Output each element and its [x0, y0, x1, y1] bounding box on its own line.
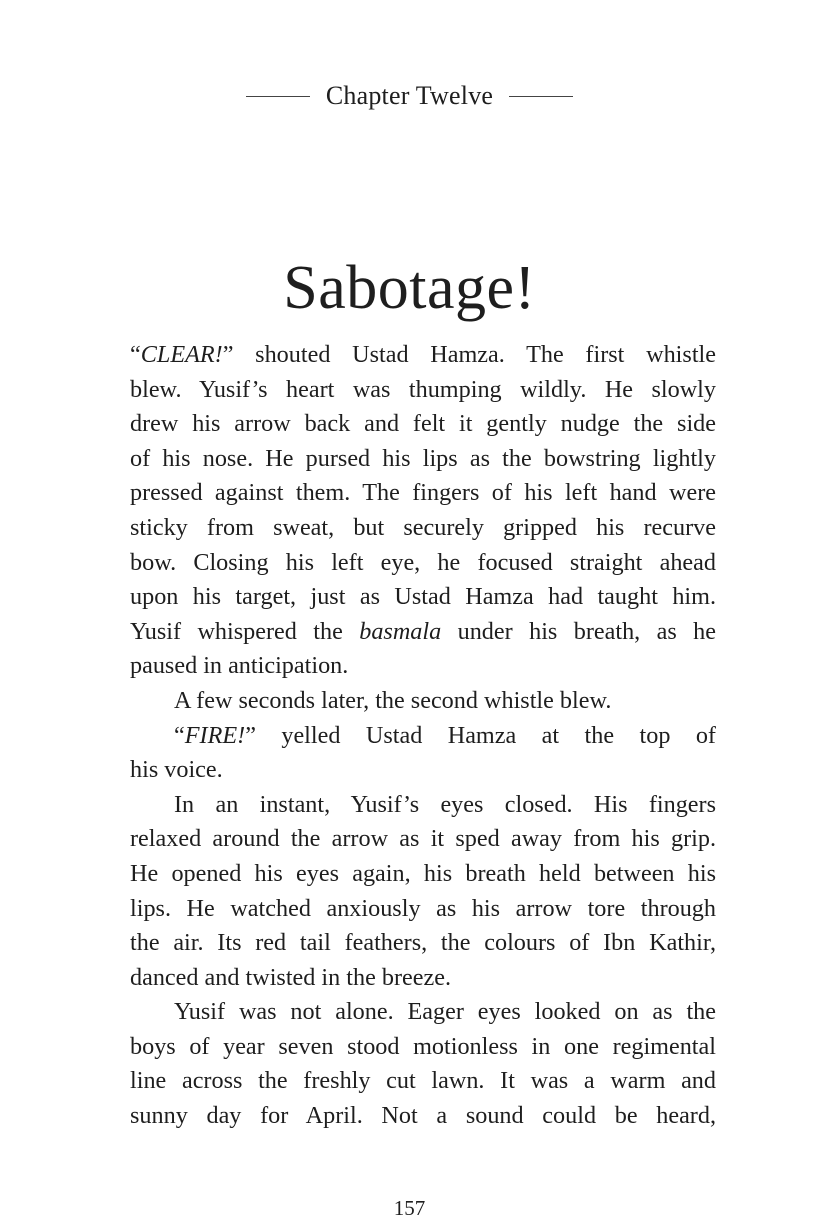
- chapter-label: Chapter Twelve: [325, 81, 494, 110]
- text-line: [130, 857, 716, 892]
- text-line: [130, 546, 716, 581]
- text-segment: ” yelled Ustad Hamza at the top of: [245, 721, 716, 749]
- chapter-header: [0, 78, 819, 114]
- text-segment: “: [130, 341, 141, 368]
- chapter-title: Sabotage!: [283, 253, 536, 322]
- text-segment: drew his arrow back and felt it gently nudge the side: [130, 410, 716, 438]
- text-line: [130, 788, 716, 823]
- text-segment: relaxed around the arrow as it sped away from his grip.: [130, 825, 716, 853]
- text-line: [130, 995, 716, 1030]
- text-segment: A few seconds later, the second whistle blew.: [174, 686, 612, 714]
- text-line: [130, 719, 716, 754]
- text-line: [130, 684, 716, 719]
- text-segment: Yusif whispered the: [130, 617, 360, 645]
- text-segment: paused in anticipation.: [130, 652, 349, 680]
- text-line: [130, 476, 716, 511]
- italic-text: basmala: [359, 617, 442, 645]
- page-number: 157: [393, 1196, 426, 1220]
- text-segment: In an instant, Yusif’s eyes closed. His fingers: [174, 790, 716, 818]
- text-line: [130, 373, 716, 408]
- text-segment: the air. Its red tail feathers, the colours of Ibn Kathir,: [130, 929, 716, 957]
- text-line: [130, 753, 716, 788]
- text-segment: his voice.: [130, 756, 223, 784]
- text-line: [130, 580, 716, 615]
- text-line: [130, 961, 716, 996]
- text-line: [130, 615, 716, 650]
- italic-text: FIRE!: [184, 721, 246, 749]
- text-segment: “: [174, 721, 185, 749]
- text-segment: He opened his eyes again, his breath held between his: [130, 859, 716, 887]
- text-line: [130, 1099, 716, 1134]
- text-line: [130, 407, 716, 442]
- text-line: [130, 1064, 716, 1099]
- text-line: [130, 649, 716, 684]
- text-segment: of his nose. He pursed his lips as the bowstring lightly: [130, 444, 716, 472]
- text-line: [130, 442, 716, 477]
- text-line: [130, 511, 716, 546]
- text-line: [130, 1030, 716, 1065]
- text-segment: sunny day for April. Not a sound could be heard,: [130, 1102, 716, 1130]
- text-segment: upon his target, just as Ustad Hamza had taught him.: [130, 583, 716, 611]
- text-segment: under his breath, as he: [441, 617, 716, 645]
- text-segment: ” shouted Ustad Hamza. The first whistle: [222, 341, 716, 368]
- text-segment: boys of year seven stood motionless in one regimental: [130, 1032, 716, 1060]
- text-line: [130, 338, 716, 373]
- text-segment: sticky from sweat, but securely gripped his recurve: [130, 513, 716, 541]
- text-line: [130, 892, 716, 927]
- text-segment: bow. Closing his left eye, he focused straight ahead: [130, 548, 716, 576]
- text-segment: Yusif was not alone. Eager eyes looked on as the: [174, 998, 716, 1026]
- text-line: [130, 822, 716, 857]
- italic-text: CLEAR!: [140, 341, 223, 368]
- text-line: [130, 926, 716, 961]
- text-segment: danced and twisted in the breeze.: [130, 963, 452, 991]
- text-segment: line across the freshly cut lawn. It was a warm and: [130, 1067, 716, 1095]
- header-rule-right: [509, 96, 573, 97]
- text-segment: lips. He watched anxiously as his arrow tore through: [130, 894, 716, 922]
- text-segment: blew. Yusif’s heart was thumping wildly. He slowly: [130, 375, 716, 403]
- header-rule-left: [246, 96, 310, 97]
- body-text: [130, 338, 716, 1134]
- text-segment: pressed against them. The fingers of his left hand were: [130, 479, 716, 507]
